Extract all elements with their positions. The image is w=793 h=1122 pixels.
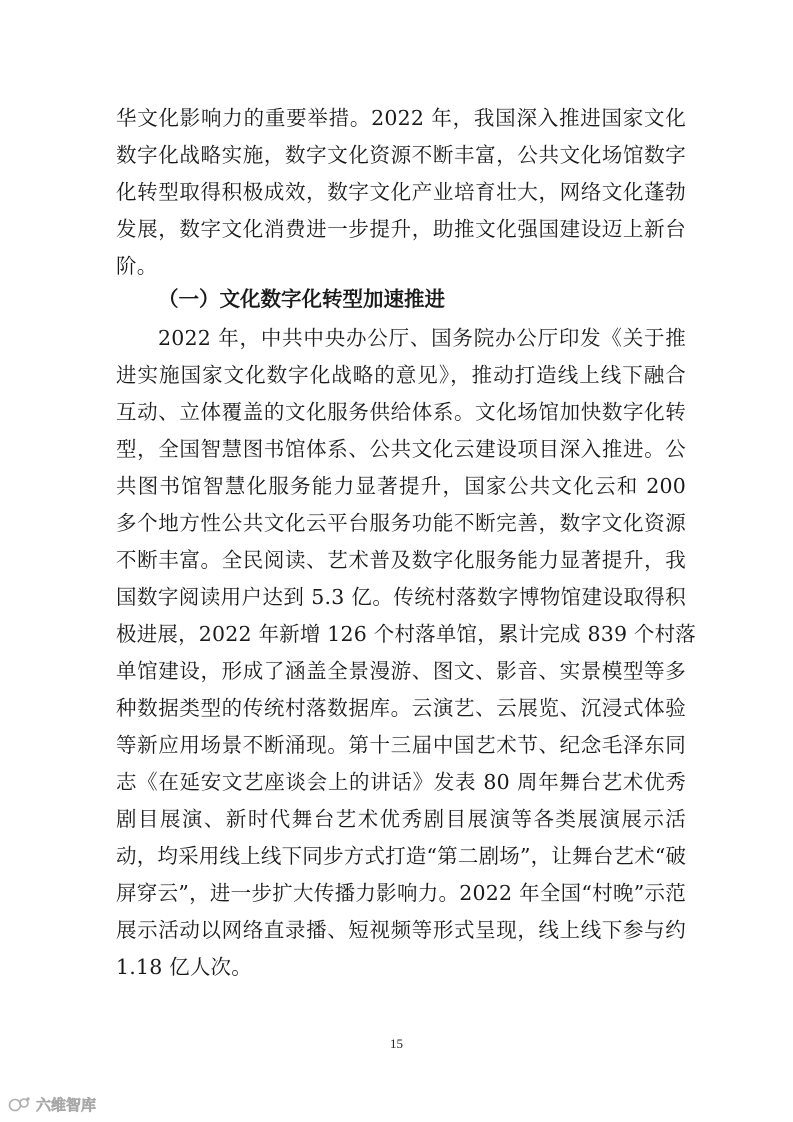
page-number: 15 xyxy=(390,1036,403,1051)
paragraph-line: 阶。 xyxy=(116,254,158,278)
paragraph-line: 志《在延安文艺座谈会上的讲话》发表 80 周年舞台艺术优秀 xyxy=(116,770,686,794)
paragraph-line: 数字化战略实施，数字文化资源不断丰富，公共文化场馆数字 xyxy=(116,143,686,167)
paragraph-line: 单馆建设，形成了涵盖全景漫游、图文、影音、实景模型等多 xyxy=(116,659,686,683)
paragraph-line: 剧目展演、新时代舞台艺术优秀剧目展演等各类展演展示活 xyxy=(116,807,686,831)
paragraph-line: 种数据类型的传统村落数据库。云演艺、云展览、沉浸式体验 xyxy=(116,696,686,720)
paragraph-line: 进实施国家文化数字化战略的意见》，推动打造线上线下融合 xyxy=(116,363,686,387)
paragraph-line: 展示活动以网络直录播、短视频等形式呈现，线上线下参与约 xyxy=(116,918,686,942)
paragraph-line: 化转型取得积极成效，数字文化产业培育壮大，网络文化蓬勃 xyxy=(116,180,686,204)
paragraph-line: 发展，数字文化消费进一步提升，助推文化强国建设迈上新台 xyxy=(116,217,686,241)
section-heading: （一）文化数字化转型加速推进 xyxy=(158,287,445,311)
watermark-text: 六维智库 xyxy=(36,1096,97,1114)
paragraph-line: 不断丰富。全民阅读、艺术普及数字化服务能力显著提升，我 xyxy=(116,548,686,572)
paragraph-line: 型，全国智慧图书馆体系、公共文化云建设项目深入推进。公 xyxy=(116,437,686,461)
paragraph-line: 等新应用场景不断涌现。第十三届中国艺术节、纪念毛泽东同 xyxy=(116,733,686,757)
logo-icon xyxy=(8,1096,32,1114)
paragraph-line: 华文化影响力的重要举措。2022 年，我国深入推进国家文化 xyxy=(116,106,686,130)
paragraph-line: 屏穿云”，进一步扩大传播力影响力。2022 年全国“村晚”示范 xyxy=(116,881,686,905)
watermark xyxy=(8,1094,96,1115)
paragraph-line: 国数字阅读用户达到 5.3 亿。传统村落数字博物馆建设取得积 xyxy=(116,585,686,609)
paragraph-line: 共图书馆智慧化服务能力显著提升，国家公共文化云和 200 xyxy=(116,474,686,498)
paragraph-line: 动，均采用线上线下同步方式打造“第二剧场”，让舞台艺术“破 xyxy=(116,844,687,868)
paragraph-line: 2022 年，中共中央办公厅、国务院办公厅印发《关于推 xyxy=(158,326,686,350)
paragraph-line: 极进展，2022 年新增 126 个村落单馆，累计完成 839 个村落 xyxy=(116,622,697,646)
paragraph-line: 多个地方性公共文化云平台服务功能不断完善，数字文化资源 xyxy=(116,511,686,535)
paragraph-line: 互动、立体覆盖的文化服务供给体系。文化场馆加快数字化转 xyxy=(116,400,686,424)
paragraph-line: 1.18 亿人次。 xyxy=(116,955,252,979)
